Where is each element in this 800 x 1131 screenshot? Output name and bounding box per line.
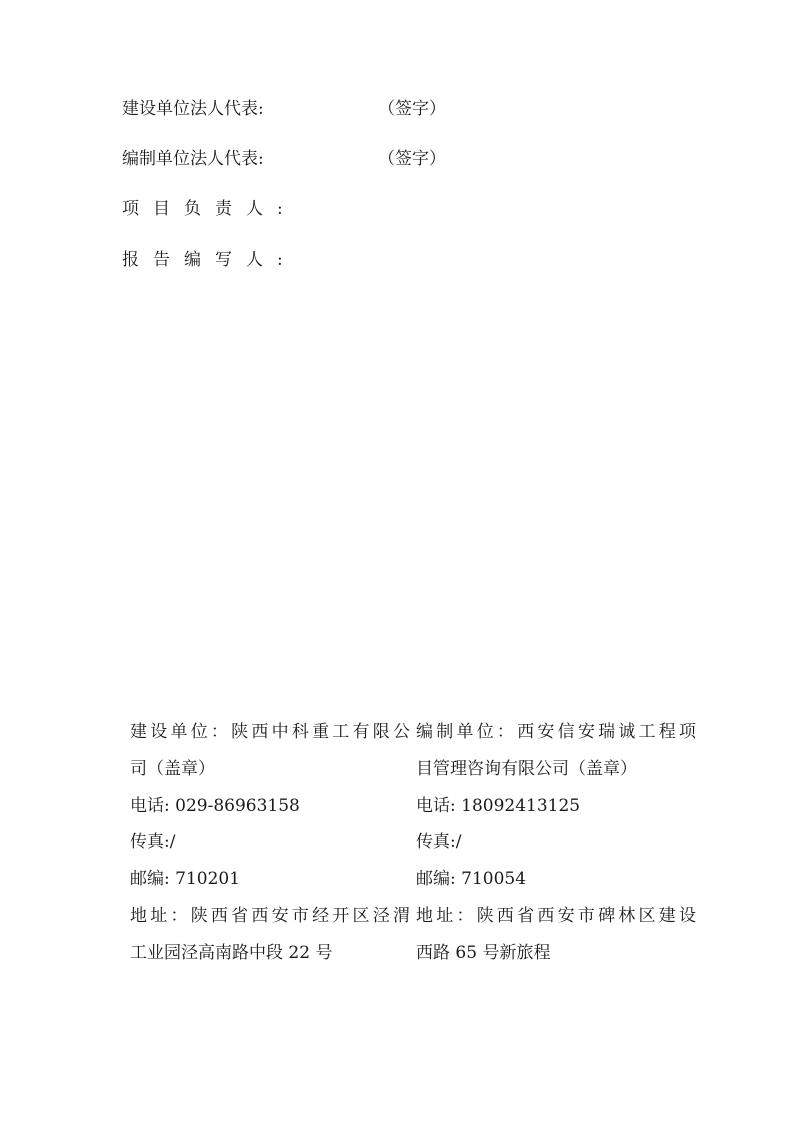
compiling-unit-address: 地址：陕西省西安市碑林区建设 <box>416 905 696 926</box>
construction-legal-rep-label: 建设单位法人代表: <box>122 99 264 119</box>
report-writer-label: 报告编写人: <box>122 250 297 270</box>
compiling-legal-rep-label: 编制单位法人代表: <box>122 149 264 169</box>
construction-unit-address-cont: 工业园泾高南路中段 22 号 <box>130 942 333 963</box>
construction-unit-fax: 传真:/ <box>130 832 176 853</box>
construction-unit-postcode: 邮编: 710201 <box>130 869 241 890</box>
compiling-unit-info <box>416 714 696 972</box>
compiling-unit-postcode: 邮编: 710054 <box>416 869 527 890</box>
compiling-unit-name: 编制单位：西安信安瑞诚工程项 <box>416 722 696 742</box>
project-leader-label: 项目负责人: <box>122 199 297 219</box>
construction-unit-info <box>130 714 410 972</box>
compiling-unit-name-cont: 目管理咨询有限公司（盖章） <box>416 758 637 779</box>
compiling-unit-address-cont: 西路 65 号新旅程 <box>416 942 551 963</box>
construction-unit-phone: 电话: 029-86963158 <box>130 795 300 816</box>
construction-legal-rep-sign-note: （签字） <box>378 99 446 119</box>
compiling-legal-rep-sign-note: （签字） <box>378 149 446 169</box>
construction-unit-name-cont: 司（盖章） <box>130 758 215 779</box>
compiling-unit-fax: 传真:/ <box>416 832 462 853</box>
construction-unit-name: 建设单位：陕西中科重工有限公 <box>130 722 410 742</box>
compiling-unit-phone: 电话: 18092413125 <box>416 795 581 816</box>
construction-unit-address: 地址：陕西省西安市经开区泾渭 <box>130 905 410 926</box>
